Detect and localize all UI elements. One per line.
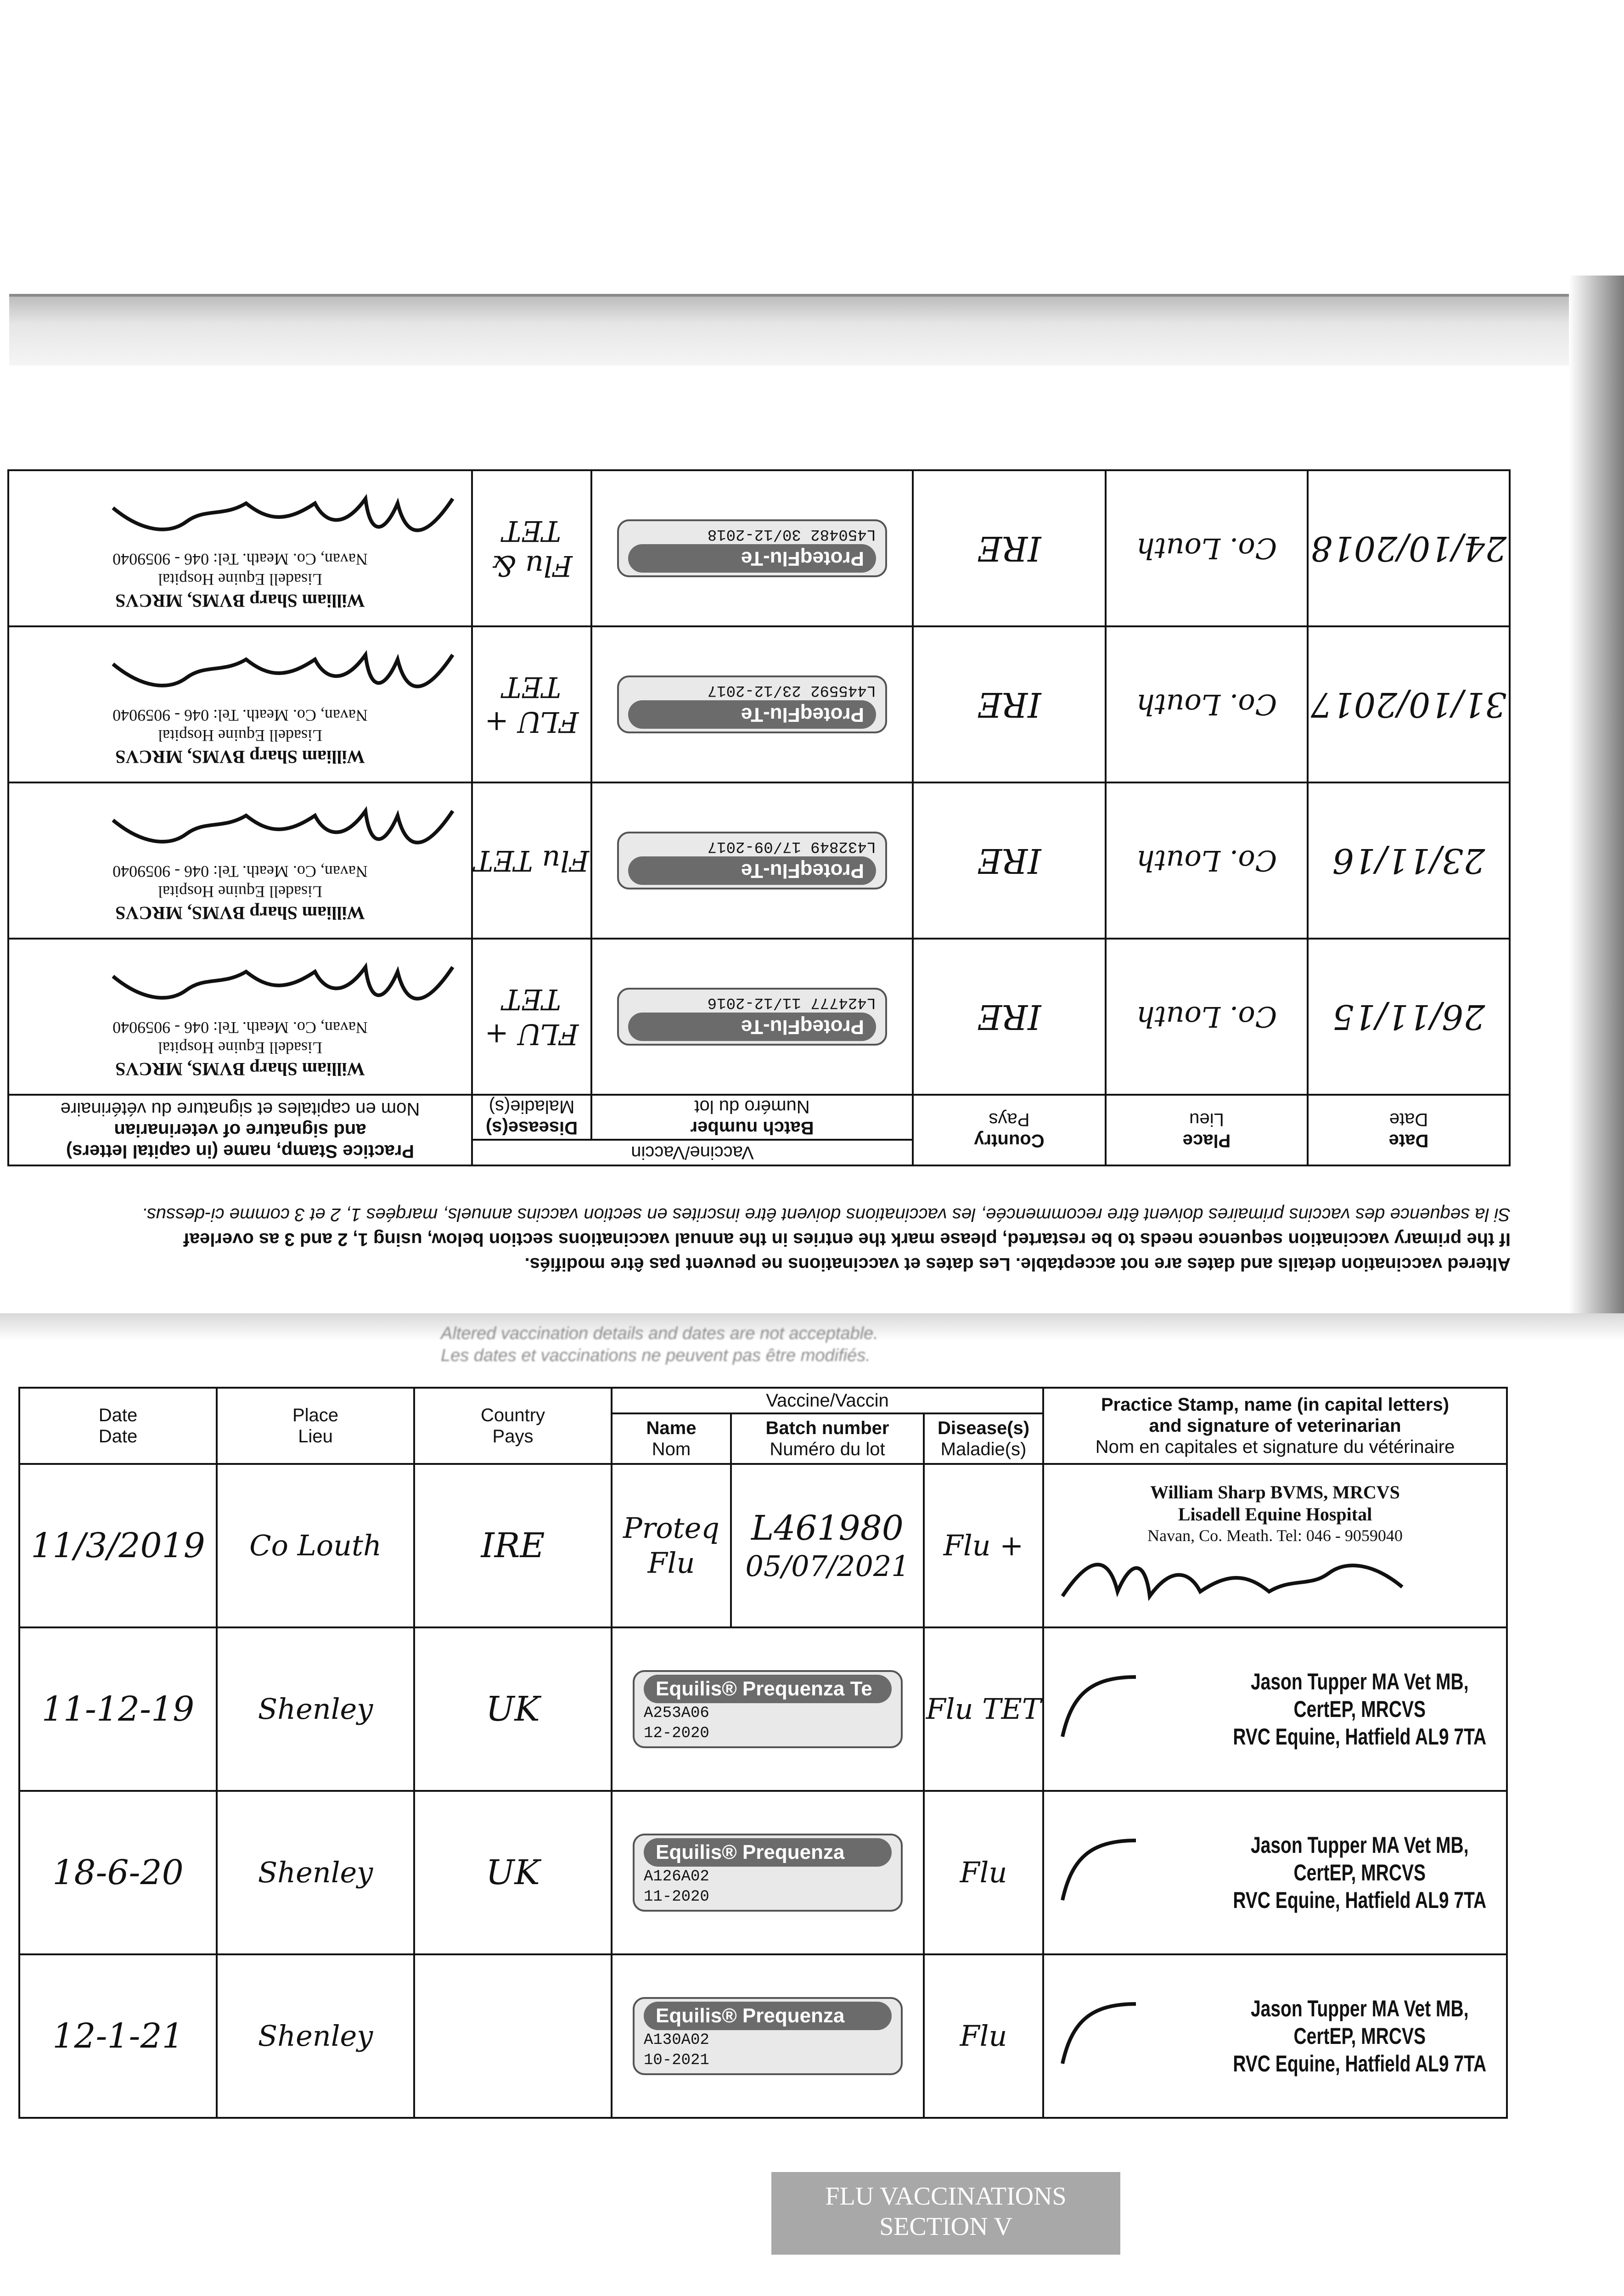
row-country: UK	[486, 1689, 540, 1729]
row-disease: Flu	[960, 1856, 1007, 1889]
note-restart-fr: Si la sequence des vaccins primaires doivent être recommencée, les vaccinations doivent être inscrites en section vaccins annuels, marqées 1, 2 et 3 comme ci-dessus.	[141, 1204, 1511, 1225]
row-disease: Flu +	[943, 1529, 1024, 1562]
row-place: Co. Louth	[1136, 1000, 1277, 1034]
header-name: Name Nom	[612, 1413, 731, 1464]
row-disease: Flu	[960, 2019, 1007, 2053]
header-date: Date Date	[1308, 1095, 1510, 1165]
row-country: IRE	[977, 685, 1041, 724]
row-place: Co. Louth	[1136, 688, 1277, 721]
signature	[95, 485, 462, 549]
table-row	[8, 939, 1510, 1095]
row-batch: L461980	[751, 1508, 904, 1548]
header-country: Country Pays	[913, 1095, 1106, 1165]
signature	[1053, 1995, 1145, 2068]
row-disease: FLU + TET	[484, 670, 579, 739]
vaccine-sticker: Equilis® Prequenza Te A253A06 12-2020	[633, 1670, 903, 1748]
practice-stamp: William Sharp BVMS, MRCVS Lisadell Equine Hospital Navan, Co. Meath. Tel: 046 - 9059040	[8, 939, 472, 1095]
table-row	[8, 626, 1510, 782]
row-place: Shenley	[258, 1692, 373, 1726]
row-date: 26/11/15	[1332, 997, 1485, 1036]
practice-stamp: William Sharp BVMS, MRCVS Lisadell Equine Hospital Navan, Co. Meath. Tel: 046 - 9059040	[8, 470, 472, 626]
practice-stamp: William Sharp BVMS, MRCVS Lisadell Equine Hospital Navan, Co. Meath. Tel: 046 - 9059040	[1043, 1464, 1507, 1627]
header-disease: Disease(s) Maladie(s)	[472, 1095, 591, 1140]
note-restart: If the primary vaccination sequence needs to be restarted, please mark the entries in the annual vaccinations section below, using 1, 2 and 3 as overleaf	[183, 1229, 1511, 1249]
vaccine-sticker: ProteqFlu-Te L450482 30/12-2018	[617, 519, 887, 577]
row-disease: FLU + TET	[484, 983, 579, 1051]
header-disease: Disease(s) Maladie(s)	[924, 1413, 1043, 1464]
table-row	[8, 470, 1510, 626]
upper-notes	[9, 1176, 1511, 1277]
row-country: UK	[486, 1853, 540, 1892]
practice-stamp: William Sharp BVMS, MRCVS Lisadell Equine Hospital Navan, Co. Meath. Tel: 046 - 9059040	[8, 782, 472, 939]
scan-edge	[9, 294, 1593, 366]
row-date: 23/11/16	[1332, 841, 1485, 880]
row-disease: Flu & TET	[491, 514, 573, 583]
vaccine-sticker: ProteqFlu-Te L445592 23/12-2017	[617, 675, 887, 733]
header-vaccine: Vaccine/Vaccin	[612, 1388, 1043, 1413]
practice-stamp: William Sharp BVMS, MRCVS Lisadell Equine Hospital Navan, Co. Meath. Tel: 046 - 9059040	[8, 626, 472, 782]
row-date: 18-6-20	[52, 1853, 184, 1892]
signature	[1053, 1668, 1145, 1741]
signature	[1053, 1546, 1421, 1610]
upper-page-rotated	[9, 441, 1511, 1277]
row-place: Co Louth	[249, 1529, 382, 1562]
signature	[95, 641, 462, 705]
header-place: Place Lieu	[1106, 1095, 1308, 1165]
note-altered: Altered vaccination details and dates are not acceptable. Les dates et vaccinations ne peuvent pas être modifiés.	[524, 1254, 1511, 1274]
row-date: 11/3/2019	[31, 1526, 205, 1565]
row-place: Shenley	[258, 2019, 373, 2053]
header-batch: Batch number Numéro du lot	[591, 1095, 913, 1140]
row-disease: Flu TET	[926, 1692, 1041, 1726]
signature	[95, 797, 462, 861]
section-label: FLU VACCINATIONS SECTION V	[771, 2172, 1120, 2255]
bleed-through-text: Altered vaccination details and dates are not acceptable. Les dates et vaccinations ne peuvent pas être modifiés.	[441, 1324, 878, 1365]
row-batch-expiry: 05/07/2021	[745, 1549, 910, 1583]
row-date: 31/10/2017	[1310, 685, 1507, 724]
row-date: 24/10/2018	[1310, 529, 1507, 568]
row-country: IRE	[977, 997, 1041, 1036]
header-vaccine: Vaccine/Vaccin	[472, 1140, 913, 1165]
row-country: IRE	[481, 1526, 545, 1565]
header-batch: Batch number Numéro du lot	[731, 1413, 924, 1464]
row-place: Shenley	[258, 1856, 373, 1889]
signature	[1053, 1831, 1145, 1905]
page-edge-shadow	[1569, 276, 1624, 1332]
vaccine-sticker: Equilis® Prequenza A126A02 11-2020	[633, 1834, 903, 1912]
vaccine-sticker: ProteqFlu-Te L424777 11/12-2016	[617, 988, 887, 1046]
row-place: Co. Louth	[1136, 844, 1277, 878]
practice-stamp: Jason Tupper MA Vet MB, CertEP, MRCVS RVC Equine, Hatfield AL9 7TA	[1043, 1791, 1507, 1954]
lower-vaccination-table	[18, 1387, 1508, 2119]
row-vaccine-name: Proteq Flu	[623, 1511, 719, 1580]
header-date: Date Date	[19, 1388, 217, 1464]
signature	[95, 953, 462, 1018]
upper-vaccination-table	[7, 469, 1511, 1166]
table-row	[19, 1954, 1507, 2118]
header-stamp: Practice Stamp, name (in capital letters) and signature of veterinarian Nom en capitales et signature du vétérinaire	[8, 1095, 472, 1165]
header-place: Place Lieu	[217, 1388, 414, 1464]
row-country: IRE	[977, 529, 1041, 568]
row-place: Co. Louth	[1136, 532, 1277, 565]
practice-stamp: Jason Tupper MA Vet MB, CertEP, MRCVS RVC Equine, Hatfield AL9 7TA	[1043, 1627, 1507, 1791]
table-row	[19, 1627, 1507, 1791]
table-row	[19, 1791, 1507, 1954]
row-date: 11-12-19	[41, 1689, 195, 1729]
vaccine-sticker: Equilis® Prequenza A130A02 10-2021	[633, 1997, 903, 2075]
practice-stamp: Jason Tupper MA Vet MB, CertEP, MRCVS RVC Equine, Hatfield AL9 7TA	[1043, 1954, 1507, 2118]
row-disease: Flu TET	[474, 844, 590, 878]
row-country: IRE	[977, 841, 1041, 880]
row-date: 12-1-21	[52, 2016, 184, 2056]
header-country: Country Pays	[414, 1388, 612, 1464]
header-stamp: Practice Stamp, name (in capital letters) and signature of veterinarian Nom en capitales et signature du vétérinaire	[1043, 1388, 1507, 1464]
vaccine-sticker: ProteqFlu-Te L432849 17/09-2017	[617, 832, 887, 889]
table-row	[19, 1464, 1507, 1627]
table-row	[8, 782, 1510, 939]
